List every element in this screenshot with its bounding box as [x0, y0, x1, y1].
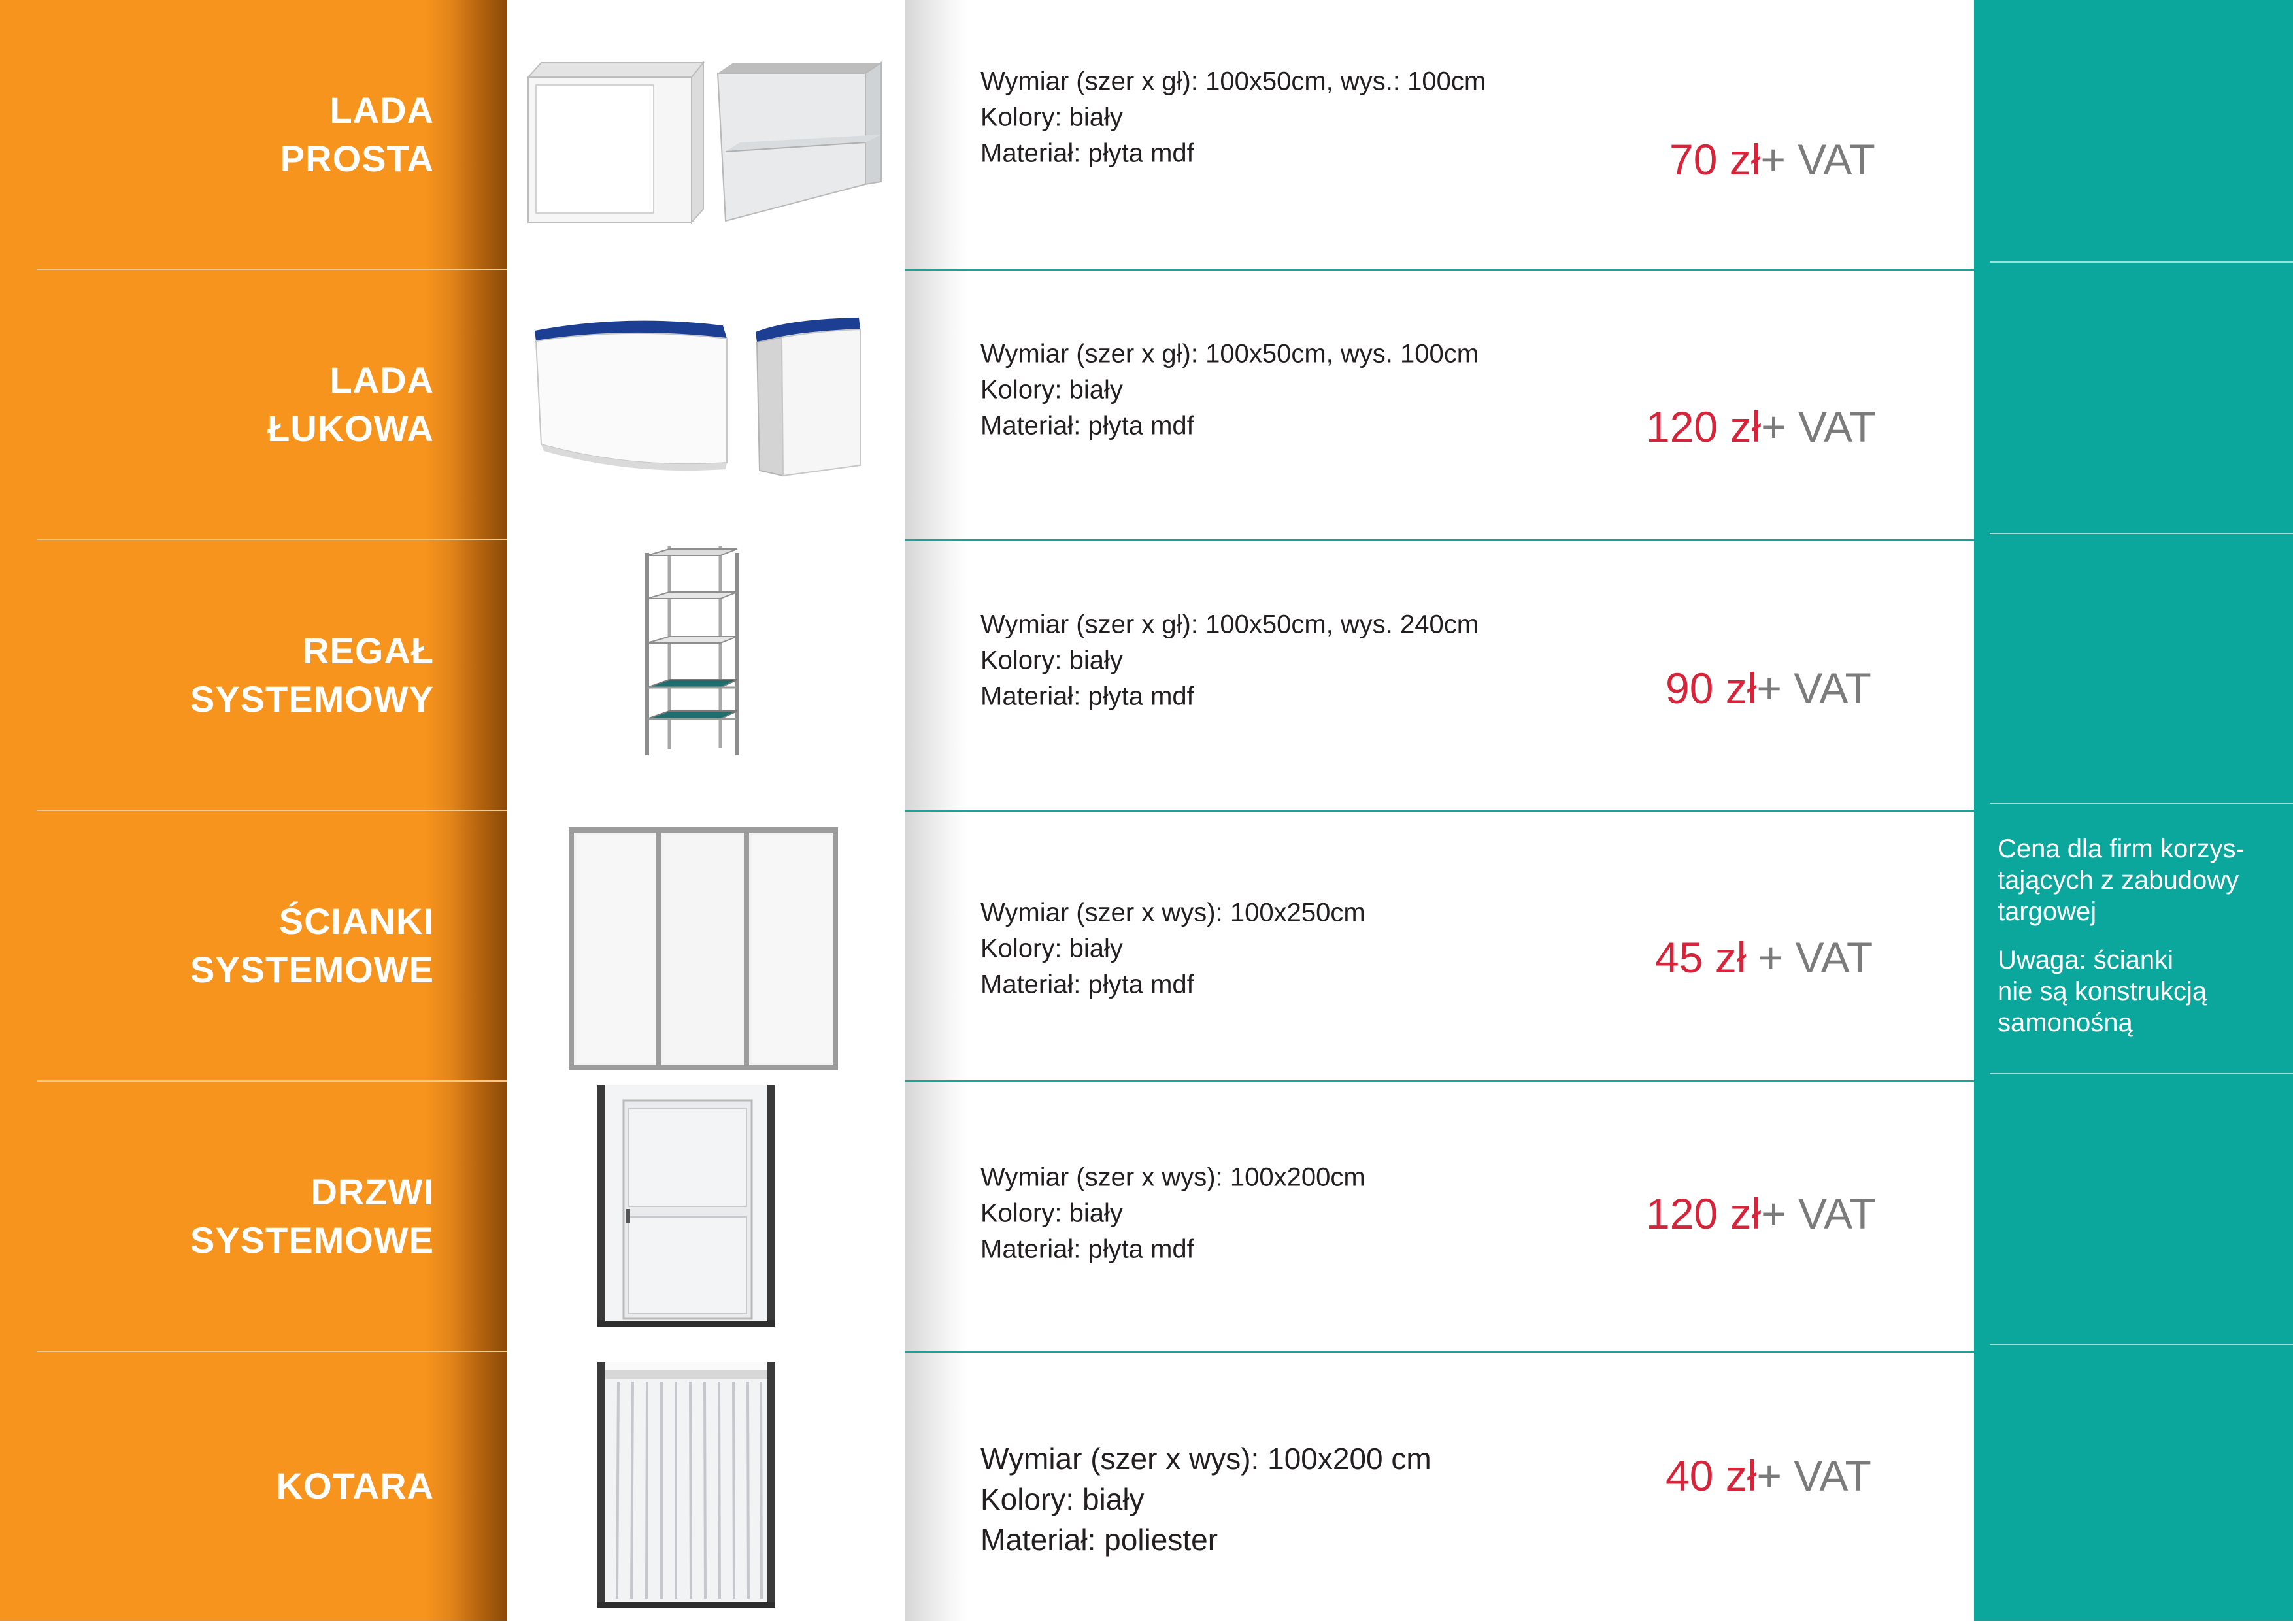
price-vat: + VAT: [1761, 1189, 1876, 1238]
note-line: Cena dla firm korzys-: [1998, 835, 2245, 863]
row-divider: [1990, 803, 2293, 804]
row-divider: [1990, 533, 2293, 534]
product-name-line: SYSTEMOWE: [190, 1219, 434, 1261]
product-details-row: [905, 1351, 1974, 1621]
product-description: [980, 895, 1365, 1003]
product-details-row: [905, 810, 1974, 1081]
product-image: [507, 269, 905, 540]
product-name: [267, 356, 434, 453]
product-name: [276, 1462, 434, 1510]
price-value: 90 zł: [1665, 664, 1757, 712]
row-divider: [1990, 1344, 2293, 1345]
product-name-cell: [0, 1351, 507, 1621]
system-door-icon: [507, 1081, 905, 1351]
price-vat: + VAT: [1756, 1451, 1871, 1500]
price-value: 45 zł: [1655, 933, 1747, 982]
description-line: Wymiar (szer x gł): 100x50cm, wys. 100cm: [980, 339, 1479, 369]
product-description: [980, 607, 1479, 715]
product-details-row: [905, 269, 1974, 540]
product-price: [1669, 133, 1875, 186]
product-name-cell: [0, 810, 507, 1081]
price-vat: + VAT: [1756, 664, 1871, 712]
product-name-cell: [0, 1081, 507, 1351]
description-line: Wymiar (szer x gł): 100x50cm, wys.: 100cm: [980, 67, 1486, 96]
note-paragraph: [1998, 944, 2285, 1038]
product-name-line: SYSTEMOWY: [190, 678, 434, 720]
note-line: nie są konstrukcją: [1998, 977, 2207, 1006]
product-details-row: [905, 540, 1974, 810]
product-price: [1646, 401, 1876, 453]
row-divider: [1990, 1073, 2293, 1074]
product-image: [507, 0, 905, 269]
shelving-unit-icon: [507, 540, 905, 810]
product-details-row: [905, 0, 1974, 269]
product-price: [1665, 1450, 1871, 1502]
product-description: [980, 337, 1479, 444]
curved-counter-icon: [507, 269, 905, 540]
description-line: Wymiar (szer x wys): 100x200cm: [980, 1163, 1365, 1192]
note-line: tających z zabudowy: [1998, 866, 2239, 895]
product-name-line: SYSTEMOWE: [190, 949, 434, 990]
price-vat: + VAT: [1761, 403, 1876, 451]
product-name: [280, 86, 434, 183]
wall-panels-icon: [507, 810, 905, 1081]
product-name-line: LADA: [329, 90, 434, 131]
product-price: [1646, 1187, 1876, 1240]
product-name-line: ŁUKOWA: [267, 408, 434, 449]
description-line: Kolory: biały: [980, 934, 1123, 963]
product-name: [190, 897, 434, 994]
product-price: [1655, 931, 1873, 984]
description-line: Materiał: poliester: [980, 1523, 1218, 1557]
notes-column: [1974, 0, 2293, 1621]
product-name-column: [0, 0, 507, 1621]
description-line: Kolory: biały: [980, 1199, 1123, 1228]
price-vat: + VAT: [1746, 933, 1873, 982]
description-line: Wymiar (szer x wys): 100x200 cm: [980, 1442, 1431, 1476]
product-name-line: KOTARA: [276, 1465, 434, 1506]
note-line: targowej: [1998, 897, 2097, 926]
product-name-line: ŚCIANKI: [278, 901, 434, 942]
product-image: [507, 810, 905, 1081]
description-line: Materiał: płyta mdf: [980, 970, 1194, 999]
product-name: [190, 1168, 434, 1265]
note-line: Uwaga: ścianki: [1998, 946, 2174, 974]
product-image-column: [507, 0, 905, 1621]
product-image: [507, 540, 905, 810]
price-value: 120 zł: [1646, 1189, 1762, 1238]
note-line: samonośną: [1998, 1008, 2133, 1037]
description-line: Materiał: płyta mdf: [980, 1235, 1194, 1264]
row-divider: [1990, 261, 2293, 263]
description-line: Kolory: biały: [980, 103, 1123, 132]
description-line: Materiał: płyta mdf: [980, 411, 1194, 440]
description-line: Kolory: biały: [980, 1482, 1145, 1516]
product-name-line: REGAŁ: [303, 630, 434, 671]
product-name-line: PROSTA: [280, 138, 434, 179]
product-description: [980, 1438, 1431, 1560]
product-details-column: [905, 0, 1974, 1621]
description-line: Wymiar (szer x gł): 100x50cm, wys. 240cm: [980, 610, 1479, 639]
description-line: Materiał: płyta mdf: [980, 139, 1194, 168]
product-name-cell: [0, 269, 507, 540]
note-paragraph: [1998, 833, 2285, 927]
description-line: Materiał: płyta mdf: [980, 682, 1194, 711]
product-price: [1665, 662, 1871, 714]
price-vat: + VAT: [1760, 135, 1875, 184]
wall-panels-note: [1998, 833, 2285, 1055]
product-image: [507, 1081, 905, 1351]
curtain-icon: [507, 1351, 905, 1621]
description-line: Wymiar (szer x wys): 100x250cm: [980, 898, 1365, 927]
product-name-line: LADA: [329, 359, 434, 401]
price-value: 120 zł: [1646, 403, 1762, 451]
product-name: [190, 627, 434, 723]
product-name-cell: [0, 540, 507, 810]
description-line: Kolory: biały: [980, 375, 1123, 405]
product-description: [980, 64, 1486, 172]
price-value: 40 zł: [1665, 1451, 1757, 1500]
product-name-cell: [0, 0, 507, 269]
price-value: 70 zł: [1669, 135, 1761, 184]
description-line: Kolory: biały: [980, 646, 1123, 675]
product-image: [507, 1351, 905, 1621]
product-details-row: [905, 1081, 1974, 1351]
product-description: [980, 1160, 1365, 1268]
product-name-line: DRZWI: [310, 1171, 434, 1212]
straight-counter-icon: [507, 0, 905, 269]
